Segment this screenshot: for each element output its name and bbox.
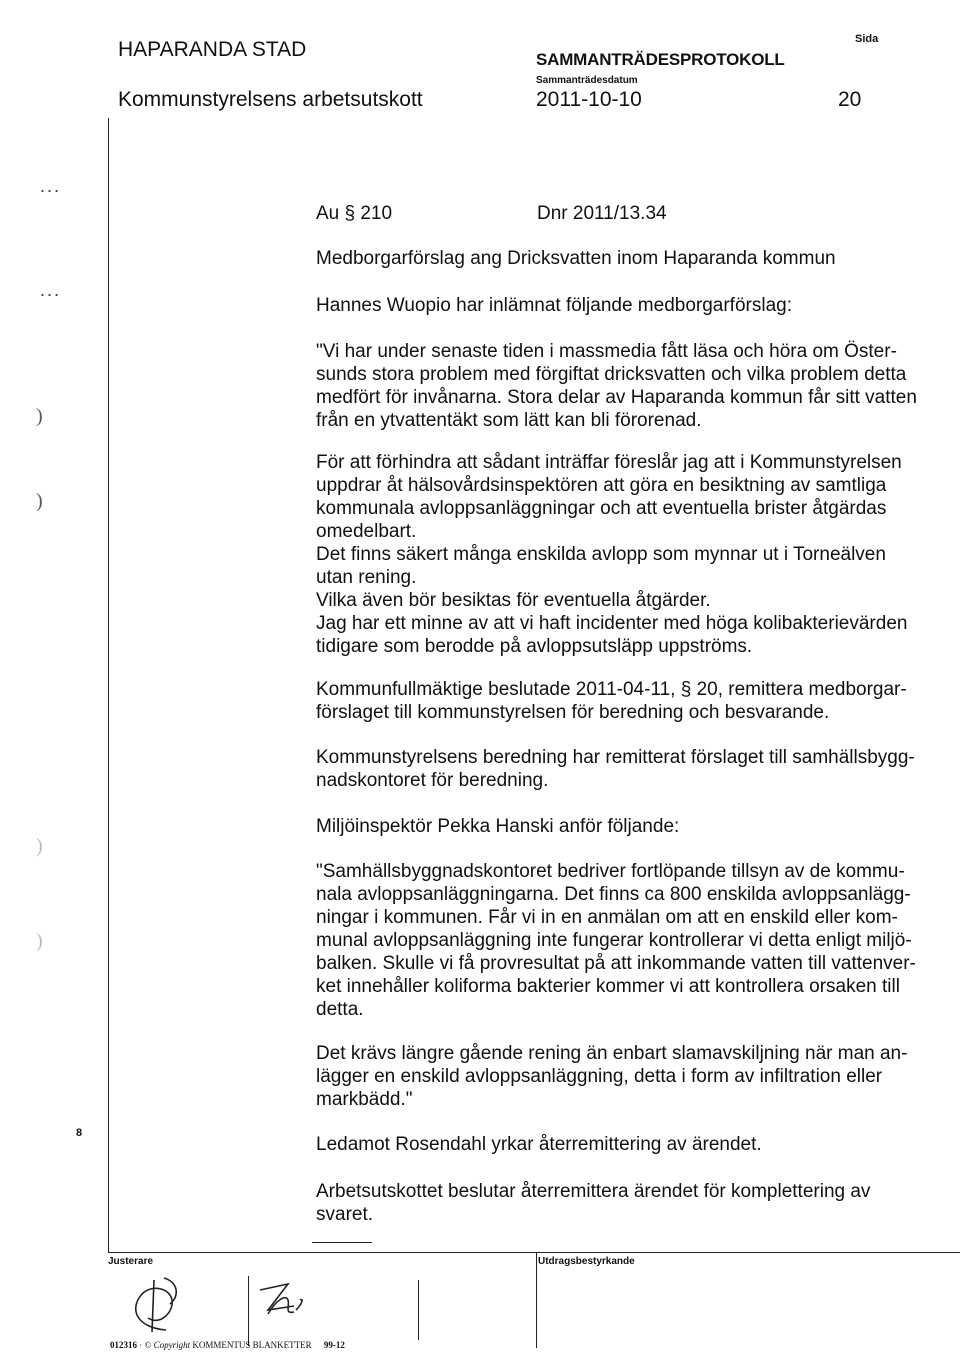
text-line: Jag har ett minne av att vi haft incidenter med höga kolibakterievärden [316,613,908,634]
margin-divider-line [108,118,109,1252]
text-line: markbädd." [316,1089,413,1110]
text-line: Kommunstyrelsens beredning har remitterat förslaget till samhällsbygg- [316,747,915,768]
text-line: Miljöinspektör Pekka Hanski anför följande: [316,816,680,837]
text-line: förslaget till kommunstyrelsen för beredning och besvarande. [316,702,830,723]
document-type-title: SAMMANTRÄDESPROTOKOLL [536,50,785,69]
handwritten-initials-signature [118,1270,418,1342]
inspector-statement-paragraph-2 [316,1042,946,1111]
text-line: från en ytvattentäkt som lätt kan bli förorenad. [316,410,702,431]
proposal-quote-paragraph [316,340,946,432]
utdragsbestyrkande-label: Utdragsbestyrkande [538,1256,635,1267]
date-caption: Sammanträdesdatum [536,75,638,86]
diary-number: Dnr 2011/13.34 [537,203,667,224]
form-code: 012316 [110,1340,137,1350]
form-version: 99-12 [323,1340,345,1350]
copyright-word: Copyright [153,1340,191,1350]
text-line: detta. [316,999,364,1020]
binding-hole-mark: ) [36,490,43,512]
referral-paragraph [316,746,946,792]
decision-paragraph [316,1180,946,1226]
text-line: lägger en enskild avloppsanläggning, detta i form av infiltration eller [316,1066,883,1087]
text-line: Kommunfullmäktige beslutade 2011-04-11, § 20, remittera medborgar- [316,679,907,700]
signature-box-divider [418,1280,419,1340]
text-line: ningar i kommunen. Får vi in en anmälan om att en enskild eller kom- [316,907,898,928]
text-line: munal avloppsanläggning inte fungerar kontrollerar vi detta enligt miljö- [316,930,912,951]
item-intro: Hannes Wuopio har inlämnat följande medborgarförslag: [316,295,792,316]
paragraph-reference: Au § 210 [316,203,393,224]
separator: · © [139,1340,154,1350]
text-line: kommunala avloppsanläggningar och att eventuella brister åtgärdas [316,498,887,519]
publisher-name: KOMMENTUS BLANKETTER [192,1340,312,1350]
justerare-label: Justerare [108,1256,154,1267]
text-line: Det finns säkert många enskilda avlopp som mynnar ut i Torneälven [316,544,886,565]
proposal-request-paragraph [316,451,946,658]
text-line: uppdrar åt hälsovårdsinspektören att göra en besiktning av samtliga [316,475,887,496]
page-caption: Sida [855,33,879,45]
margin-dots: ... [40,176,62,196]
text-line: medfört för invånarna. Stora delar av Haparanda kommun får sitt vatten [316,387,917,408]
end-of-item-rule [312,1242,372,1243]
text-line: Det krävs längre gående rening än enbart slamavskiljning när man an- [316,1043,908,1064]
margin-dots: ... [40,280,62,300]
binding-hole-mark: ) [36,930,43,952]
form-copyright-line [110,1340,345,1350]
item-title: Medborgarförslag ang Dricksvatten inom Haparanda kommun [316,248,836,269]
text-line: "Vi har under senaste tiden i massmedia fått läsa och höra om Öster- [316,341,897,362]
text-line: "Samhällsbyggnadskontoret bedriver fortlöpande tillsyn av de kommu- [316,861,905,882]
binding-hole-mark: ) [36,405,43,427]
page-number: 20 [838,88,862,111]
text-line: nala avloppsanläggningarna. Det finns ca 800 enskilda avloppsanlägg- [316,884,911,905]
text-line: tidigare som berodde på avloppsutsläpp uppströms. [316,636,753,657]
text-line: Ledamot Rosendahl yrkar återremittering av ärendet. [316,1134,762,1155]
inspector-statement-paragraph [316,860,946,1021]
text-line: Vilka även bör besiktas för eventuella åtgärder. [316,590,711,611]
margin-number: 8 [76,1127,83,1139]
binding-hole-mark: ) [36,835,43,857]
inspector-intro [316,815,946,838]
council-decision-paragraph [316,678,946,724]
text-line: ket innehåller koliforma bakterier kommer vi att kontrollera orsaken till [316,976,900,997]
footer-column-divider [536,1252,537,1348]
footer-top-rule [108,1252,960,1253]
text-line: svaret. [316,1204,374,1225]
motion-paragraph [316,1133,946,1156]
text-line: omedelbart. [316,521,417,542]
meeting-date: 2011-10-10 [536,88,642,111]
text-line: utan rening. [316,567,417,588]
text-line: balken. Skulle vi få provresultat på att inkommande vatten till vattenver- [316,953,916,974]
organization-name: HAPARANDA STAD [118,38,307,61]
text-line: nadskontoret för beredning. [316,770,549,791]
committee-name: Kommunstyrelsens arbetsutskott [118,88,423,111]
text-line: sunds stora problem med förgiftat dricksvatten och vilka problem detta [316,364,907,385]
text-line: Arbetsutskottet beslutar återremittera ärendet för komplettering av [316,1181,871,1202]
text-line: För att förhindra att sådant inträffar föreslår jag att i Kommunstyrelsen [316,452,902,473]
